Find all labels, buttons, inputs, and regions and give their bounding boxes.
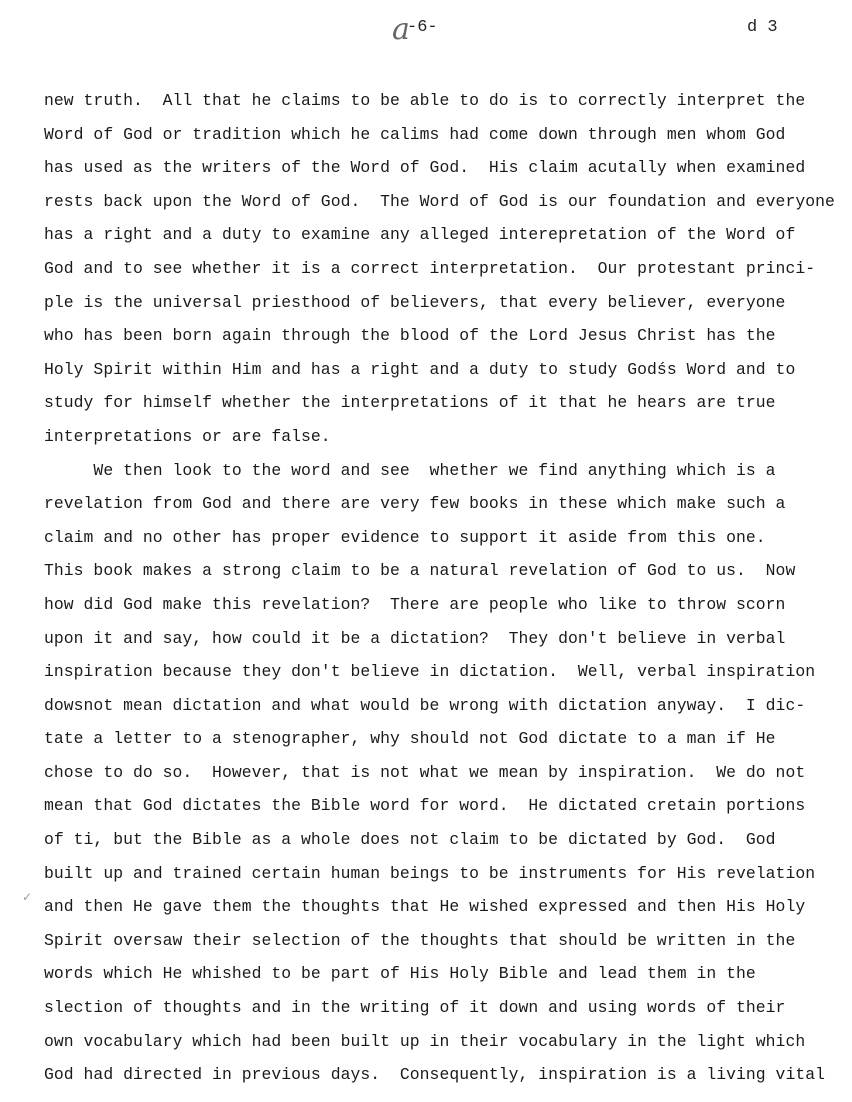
text-line: dowsnot mean dictation and what would be wrong with dictation anyway. I dic- [44,695,806,715]
text-line: chose to do so. However, that is not what we mean by inspiration. We do not [44,762,806,782]
text-line: Word of God or tradition which he calims had come down through men whom God [44,124,786,144]
document-body [44,84,835,1092]
text-line: has used as the writers of the Word of God. His claim acutally when examined [44,158,806,178]
text-line: ple is the universal priesthood of believers, that every believer, everyone [44,292,786,312]
text-line: new truth. All that he claims to be able to do is to correctly interpret the [44,91,806,110]
margin-mark: ✓ [22,890,33,904]
text-line: words which He whished to be part of His Holy Bible and lead them in the [44,964,756,984]
text-line: own vocabulary which had been built up in their vocabulary in the light which [44,1031,806,1051]
page-code: d 3 [747,18,778,37]
text-line: and then He gave them the thoughts that He wished expressed and then His Holy [44,897,806,917]
text-line: of ti, but the Bible as a whole does not claim to be dictated by God. God [44,830,776,850]
text-line: God and to see whether it is a correct interpretation. Our protestant princi- [44,258,816,278]
handwritten-mark: a [392,12,410,47]
text-line: tate a letter to a stenographer, why should not God dictate to a man if He [44,729,776,749]
text-line: slection of thoughts and in the writing of it down and using words of their [44,998,786,1018]
text-line: Holy Spirit within Him and has a right and a duty to study Godśs Word and to [44,359,796,379]
text-line: God had directed in previous days. Consequently, inspiration is a living vital [44,1065,825,1085]
text-line: built up and trained certain human beings to be instruments for His revelation [44,863,816,883]
text-line: Spirit oversaw their selection of the thoughts that should be written in the [44,930,796,950]
text-line: mean that God dictates the Bible word for word. He dictated cretain portions [44,796,806,816]
page-number: -6- [407,18,438,37]
text-line: We then look to the word and see whether we find anything which is a [44,460,776,480]
text-line: upon it and say, how could it be a dictation? They don't believe in verbal [44,628,786,648]
text-line: revelation from God and there are very few books in these which make such a [44,494,786,514]
text-line: has a right and a duty to examine any alleged interepretation of the Word of [44,225,796,245]
text-line: inspiration because they don't believe in dictation. Well, verbal inspiration [44,662,816,682]
text-line: claim and no other has proper evidence to support it aside from this one. [44,527,766,547]
text-line: interpretations or are false. [44,426,331,446]
text-line: rests back upon the Word of God. The Word of God is our foundation and everyone [44,191,835,211]
text-line: how did God make this revelation? There are people who like to throw scorn [44,594,786,614]
text-line: study for himself whether the interpretations of it that he hears are true [44,393,776,413]
text-line: This book makes a strong claim to be a natural revelation of God to us. Now [44,561,796,581]
text-line: who has been born again through the blood of the Lord Jesus Christ has the [44,326,776,346]
